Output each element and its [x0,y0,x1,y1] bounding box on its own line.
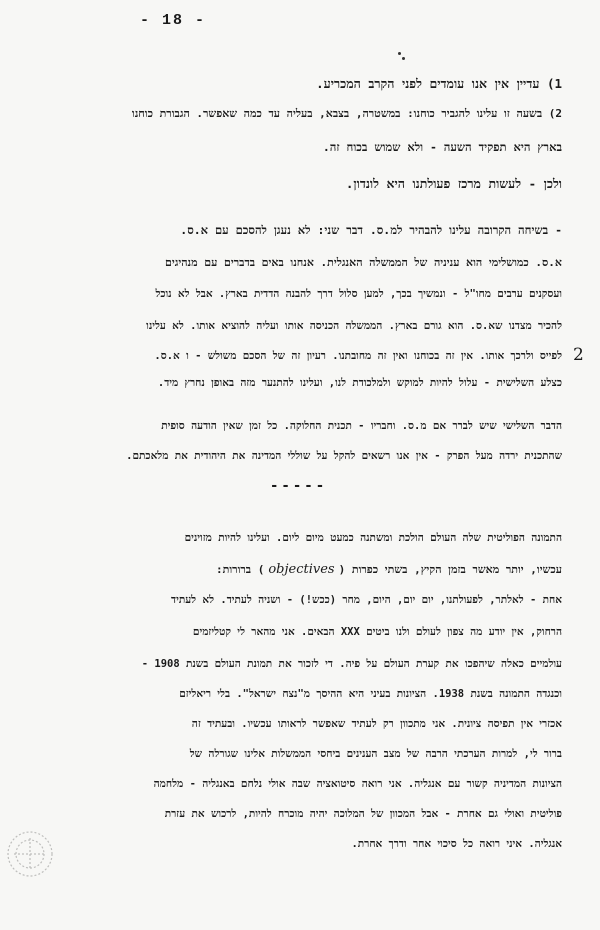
paragraph-line: ולכן - לעשות מרכז פעולתנו היא לונדון. [345,176,562,191]
paragraph-line: עולמיים כאלה שיהפכו את קערת העולם על פיה. די לזכור את תמונת העולם בשנת 1908 - [141,658,562,670]
paragraph-text: ) ברורות: [216,563,265,576]
paragraph-line [82,562,562,577]
paragraph-line: שהתכנית ירדה מעל הפרק - אין אנו רשאים להקל על שוללי המדינה את היהודית את מלאכתם. [126,450,562,462]
paragraph-line: וכנגדה התמונה בשנת 1938. הציונות בעיני היא ההיסך מ"נצח ישראל". בלי ריאליזם [179,688,562,700]
paragraph-line: א.ס. כמושלימי הוא עניניה של הממשלה האנגלית. אנחנו באים בדברים עם מנהיגים [164,256,562,269]
paragraph-line: לפייס ולרכך אותו. אין זה בכוחנו ואין זה מחובתנו. רעיון זה של הסכם משולש - ו א.ס. [154,350,562,362]
paragraph-line: להכיר מצדנו שא.ס. הוא גורם בארץ. הממשלה הכניסה אותו ועליה להוציא אותו. לא עלינו [146,320,562,332]
paragraph-line: הרחוק, אין יודע מה צפון לעולם ולנו ביטים XXX הבאים. אני מהאר לי קטליזמים [192,626,562,638]
margin-note: 2 [573,345,584,365]
paragraph-line: - בשיחה הקרובה עלינו להבהיר למ.ס. דבר שני: לא נעגן להסכם עם א.ס. [180,223,562,237]
paragraph-line: כצלע השלישית - עלול להיות למוקש ולמלכודת לנו, ועלינו להתנער מזה באופן נחרץ מיד. [157,377,562,389]
paragraph-text: עכשיו, יותר מאשר בזמן הקיץ, בשתי כפרות ( [338,563,562,576]
paragraph-line: אחת - לאלתר, לפעולתנו, יום יום, היום, מחר (ככש!) - ושניה לעתיד. לא לעתיד [171,594,562,606]
paragraph-line: ועסקנים ערבים מחו"ל - ונמשיך בכך, למען סלול דרך להבנה הדדית בארץ. אבל לא נוכל [155,288,562,300]
paragraph-line: אכזרי אין תפיסה ציונית. אני מתכוון רק לעתיד שאפשר לראותו עכשיו. ובעתיד זה [191,718,562,730]
paragraph-line: הדבר השלישי שיש לברר אם מ.ס. וחבריו - תכנית החלוקה. כל זמן שאין הודעה סופית [161,420,562,432]
paragraph-line: פוליטית ואולי גם אחרת - אבל המכוון של המלוכה יהיה מוכרח להיות, לרכוש את עזרת [164,808,562,820]
handwritten-annotation: objectives [268,562,335,577]
paragraph-line: בארץ היא תפקיד השעה - ולא שמוש בכוח זה. [322,140,562,154]
paragraph-line: התמונה הפוליטית שלה העולם הולכת ומשתנה כמעט מיום ליום. ועלינו להיות מזוינים [184,532,562,544]
paragraph-line: הציונות המדיניה קשור עם אנגליה. אני רואה סיטואציה שבה אולי נלחם באנגליה - מלחמה [153,778,562,790]
ink-speck [398,52,401,55]
page-number: - 18 - [140,12,207,29]
archive-stamp [4,828,56,880]
paragraph-line: אנגליה. איני רואה כל סיכוי אחר ודרך אחרת. [351,838,562,850]
section-divider: ----- [270,478,328,494]
paragraph-line: ברור לי, למרות הערכתי הרבה של מצב הענינים ביחסי הממשלות אלינו שגורלה של [189,748,562,760]
ink-speck [402,57,405,60]
paragraph-line: 1) עדיין אין אנו עומדים לפני הקרב המכריע. [316,76,562,91]
paragraph-line: 2) בשעה זו עלינו להגביר כוחנו: במשטרה, בצבא, בעליה עד כמה שאפשר. הגבורת כוחנו [131,107,562,120]
